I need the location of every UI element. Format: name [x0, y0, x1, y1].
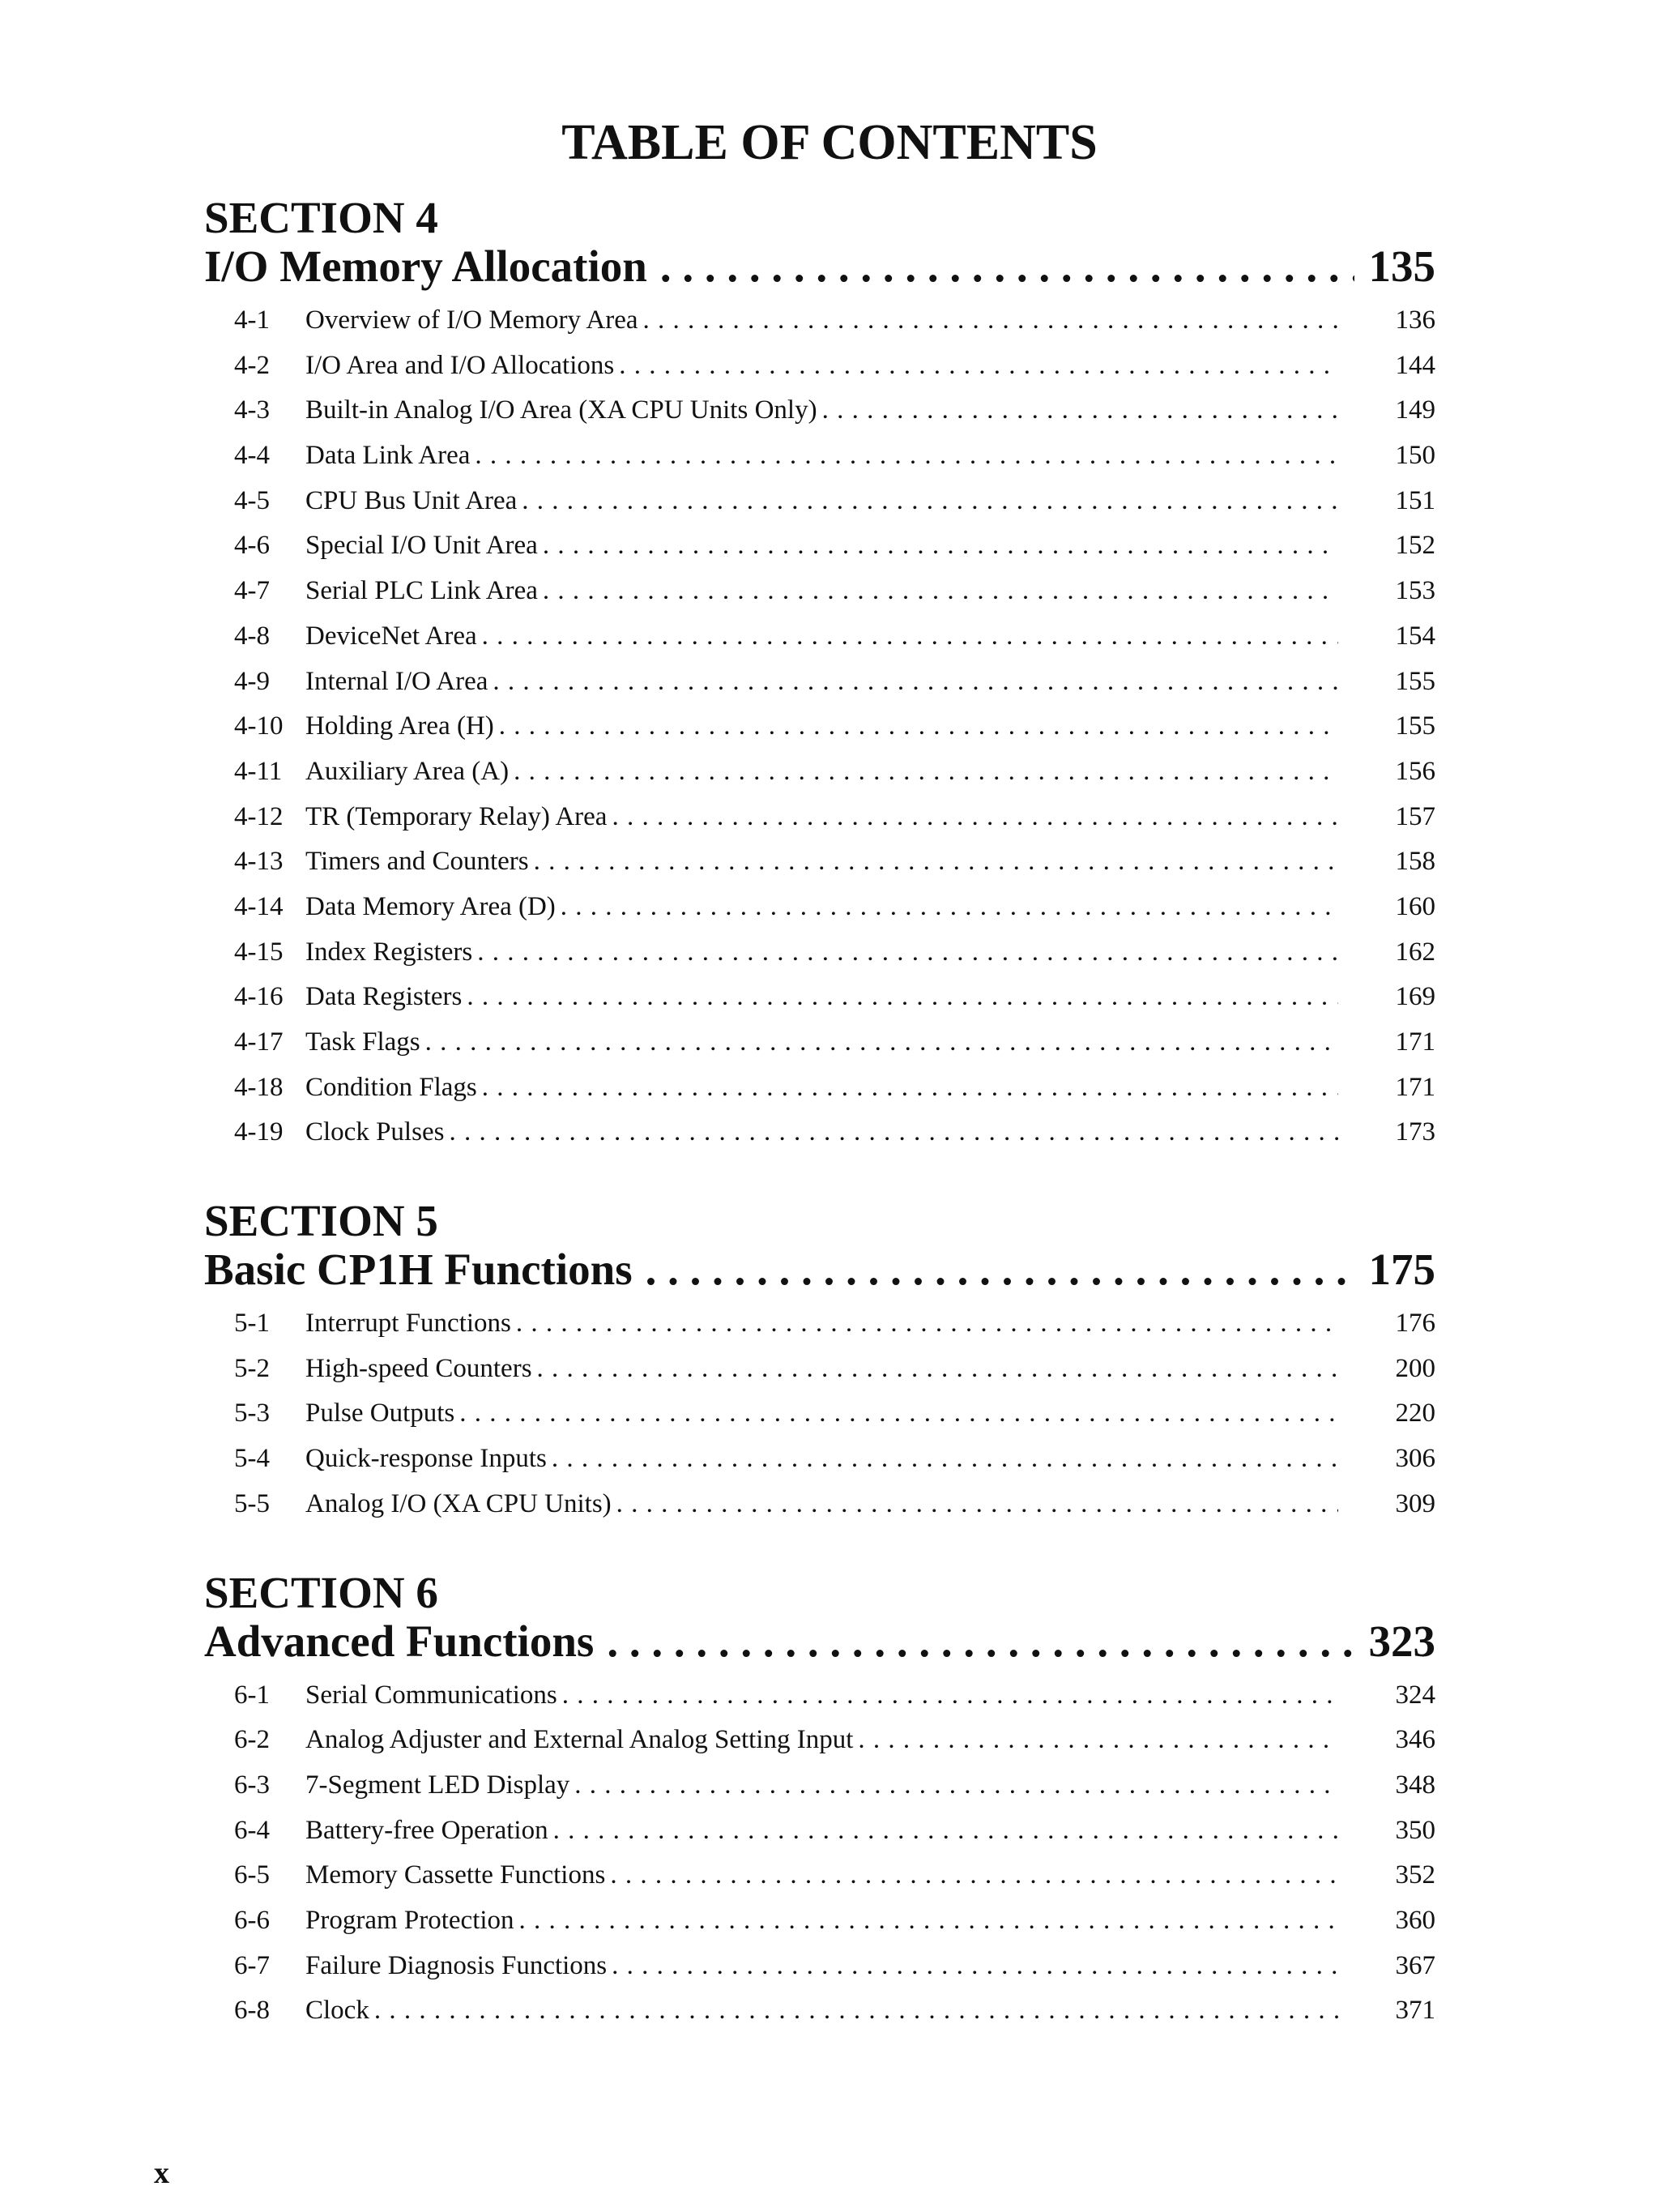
entry-number: 6-2: [234, 1725, 270, 1755]
entry-page: 150: [1395, 441, 1435, 471]
entry-number: 6-7: [234, 1950, 270, 1980]
entry-number: 6-1: [234, 1680, 270, 1710]
entry-page: 171: [1395, 1027, 1435, 1057]
dot-leader: [853, 1718, 1338, 1763]
toc-entry[interactable]: [204, 885, 1435, 930]
toc-entry[interactable]: [204, 523, 1435, 569]
entry-title: TR (Temporary Relay) Area: [305, 801, 608, 831]
section-6: [204, 1569, 1435, 2035]
entry-number: 4-2: [234, 350, 270, 380]
entry-page: 136: [1395, 305, 1435, 335]
entry-number: 5-2: [234, 1353, 270, 1383]
entry-number: 4-14: [234, 891, 284, 921]
entry-page: 144: [1395, 350, 1435, 380]
page-number: x: [154, 2156, 169, 2190]
section-5: [204, 1198, 1435, 1527]
section-title: Basic CP1H Functions: [204, 1245, 633, 1295]
entry-page: 352: [1395, 1860, 1435, 1890]
toc-entry[interactable]: [204, 704, 1435, 749]
dot-leader: [638, 298, 1338, 344]
dot-leader: [594, 1616, 1354, 1667]
entry-number: 5-1: [234, 1309, 270, 1339]
entry-title: Data Registers: [305, 982, 463, 1012]
entry-page: 176: [1395, 1309, 1435, 1339]
dot-leader: [538, 523, 1338, 569]
dot-leader: [548, 1808, 1338, 1854]
entry-page: 324: [1395, 1680, 1435, 1710]
dot-leader: [605, 1853, 1338, 1898]
dot-leader: [532, 1347, 1338, 1392]
entry-title: Data Link Area: [305, 441, 471, 471]
toc-entry[interactable]: [204, 1391, 1435, 1437]
toc-entry[interactable]: [204, 930, 1435, 976]
entry-page: 350: [1395, 1815, 1435, 1845]
toc-entry[interactable]: [204, 1898, 1435, 1944]
toc-entry[interactable]: [204, 614, 1435, 660]
toc-entry[interactable]: [204, 749, 1435, 795]
entry-page: 155: [1395, 711, 1435, 741]
entry-page: 152: [1395, 531, 1435, 561]
dot-leader: [647, 241, 1354, 292]
toc-entry[interactable]: [204, 1020, 1435, 1065]
dot-leader: [454, 1391, 1338, 1437]
dot-leader: [420, 1020, 1338, 1065]
entry-number: 4-19: [234, 1117, 284, 1147]
entry-page: 346: [1395, 1725, 1435, 1755]
toc-entry[interactable]: [204, 344, 1435, 389]
entry-page: 162: [1395, 937, 1435, 967]
entry-title: Quick-response Inputs: [305, 1444, 547, 1474]
dot-leader: [529, 839, 1338, 885]
dot-leader: [612, 1482, 1338, 1527]
dot-leader: [472, 930, 1338, 976]
entry-title: Holding Area (H): [305, 711, 494, 741]
toc-entry[interactable]: [204, 1110, 1435, 1155]
section-4: [204, 194, 1435, 1155]
entry-number: 5-5: [234, 1488, 270, 1518]
entry-title: Battery-free Operation: [305, 1815, 548, 1845]
section-page: 323: [1368, 1616, 1435, 1666]
dot-leader: [511, 1301, 1338, 1347]
entry-page: 309: [1395, 1488, 1435, 1518]
dot-leader: [477, 1065, 1338, 1111]
entry-page: 171: [1395, 1072, 1435, 1102]
toc-entry[interactable]: [204, 479, 1435, 524]
section-label: SECTION 5: [204, 1196, 438, 1246]
toc-entry[interactable]: [204, 569, 1435, 614]
toc-entry[interactable]: [204, 298, 1435, 344]
entry-title: Timers and Counters: [305, 847, 529, 877]
entry-number: 4-13: [234, 847, 284, 877]
entry-title: Internal I/O Area: [305, 666, 488, 696]
entry-page: 360: [1395, 1905, 1435, 1935]
toc-entry[interactable]: [204, 1673, 1435, 1719]
section-heading[interactable]: [204, 241, 1435, 292]
entry-title: 7-Segment LED Display: [305, 1770, 570, 1800]
entry-number: 4-6: [234, 531, 270, 561]
dot-leader: [494, 704, 1338, 749]
entry-page: 157: [1395, 801, 1435, 831]
dot-leader: [462, 975, 1338, 1020]
section-label: SECTION 6: [204, 1567, 438, 1617]
entry-title: Memory Cassette Functions: [305, 1860, 606, 1890]
entry-number: 6-8: [234, 1996, 270, 2026]
entry-number: 4-9: [234, 666, 270, 696]
entry-page: 200: [1395, 1353, 1435, 1383]
entry-number: 4-16: [234, 982, 284, 1012]
toc-entry[interactable]: [204, 975, 1435, 1020]
toc-entry[interactable]: [204, 1065, 1435, 1111]
section-title: I/O Memory Allocation: [204, 241, 647, 291]
entry-title: Program Protection: [305, 1905, 514, 1935]
toc-entry[interactable]: [204, 1347, 1435, 1392]
entry-title: Special I/O Unit Area: [305, 531, 538, 561]
entry-number: 5-3: [234, 1399, 270, 1428]
entry-page: 348: [1395, 1770, 1435, 1800]
toc-entry[interactable]: [204, 1988, 1435, 2034]
dot-leader: [369, 1988, 1338, 2034]
dot-leader: [557, 1673, 1338, 1719]
dot-leader: [509, 749, 1338, 795]
dot-leader: [517, 479, 1338, 524]
dot-leader: [607, 795, 1338, 840]
section-title: Advanced Functions: [204, 1616, 595, 1666]
dot-leader: [569, 1763, 1338, 1808]
entry-title: Failure Diagnosis Functions: [305, 1950, 608, 1980]
entry-page: 154: [1395, 621, 1435, 651]
entry-page: 151: [1395, 485, 1435, 515]
entry-number: 4-15: [234, 937, 284, 967]
entry-title: Data Memory Area (D): [305, 891, 556, 921]
entry-page: 149: [1395, 395, 1435, 425]
entry-number: 4-17: [234, 1027, 284, 1057]
entry-page: 367: [1395, 1950, 1435, 1980]
dot-leader: [817, 388, 1338, 433]
entry-title: Condition Flags: [305, 1072, 477, 1102]
entry-title: Interrupt Functions: [305, 1309, 511, 1339]
toc-entry[interactable]: [204, 1301, 1435, 1347]
page-title: TABLE OF CONTENTS: [561, 115, 1098, 170]
dot-leader: [633, 1245, 1354, 1295]
entry-number: 5-4: [234, 1444, 270, 1474]
entry-title: Task Flags: [305, 1027, 420, 1057]
entry-title: Overview of I/O Memory Area: [305, 305, 638, 335]
toc-entry[interactable]: [204, 1853, 1435, 1898]
table-of-contents: [204, 194, 1435, 2076]
dot-leader: [538, 569, 1338, 614]
entry-title: Serial Communications: [305, 1680, 557, 1710]
toc-entry[interactable]: [204, 1763, 1435, 1808]
entry-number: 6-5: [234, 1860, 270, 1890]
entry-page: 371: [1395, 1996, 1435, 2026]
section-page: 135: [1368, 241, 1435, 291]
toc-entry[interactable]: [204, 1808, 1435, 1854]
entry-number: 6-6: [234, 1905, 270, 1935]
entry-page: 153: [1395, 576, 1435, 606]
toc-entry[interactable]: [204, 795, 1435, 840]
entry-title: Pulse Outputs: [305, 1399, 455, 1428]
entry-number: 4-11: [234, 756, 283, 786]
entry-number: 6-4: [234, 1815, 270, 1845]
toc-entry[interactable]: [204, 388, 1435, 433]
entry-number: 4-12: [234, 801, 284, 831]
toc-entry[interactable]: [204, 839, 1435, 885]
toc-entry[interactable]: [204, 1437, 1435, 1482]
entry-title: Clock Pulses: [305, 1117, 445, 1147]
toc-entry[interactable]: [204, 1482, 1435, 1527]
section-label: SECTION 4: [204, 193, 438, 242]
entry-title: CPU Bus Unit Area: [305, 485, 518, 515]
entry-page: 306: [1395, 1444, 1435, 1474]
section-heading[interactable]: [204, 1245, 1435, 1295]
entry-title: Serial PLC Link Area: [305, 576, 538, 606]
entry-number: 4-5: [234, 485, 270, 515]
toc-entry[interactable]: [204, 1944, 1435, 1989]
dot-leader: [514, 1898, 1338, 1944]
entry-number: 4-3: [234, 395, 270, 425]
entry-number: 4-10: [234, 711, 284, 741]
entry-number: 4-18: [234, 1072, 284, 1102]
entry-title: Index Registers: [305, 937, 473, 967]
entry-title: DeviceNet Area: [305, 621, 477, 651]
dot-leader: [547, 1437, 1338, 1482]
dot-leader: [614, 344, 1338, 389]
entry-title: Analog Adjuster and External Analog Setting Input: [305, 1725, 854, 1755]
entry-title: Analog I/O (XA CPU Units): [305, 1488, 612, 1518]
entry-number: 4-8: [234, 621, 270, 651]
dot-leader: [470, 433, 1338, 479]
dot-leader: [607, 1944, 1338, 1989]
dot-leader: [556, 885, 1338, 930]
entry-title: I/O Area and I/O Allocations: [305, 350, 615, 380]
entry-title: Clock: [305, 1996, 369, 2026]
dot-leader: [444, 1110, 1338, 1155]
entry-number: 4-4: [234, 441, 270, 471]
entry-page: 158: [1395, 847, 1435, 877]
entry-page: 156: [1395, 756, 1435, 786]
entry-number: 6-3: [234, 1770, 270, 1800]
entry-title: High-speed Counters: [305, 1353, 532, 1383]
entry-page: 173: [1395, 1117, 1435, 1147]
entry-title: Auxiliary Area (A): [305, 756, 510, 786]
section-heading[interactable]: [204, 1616, 1435, 1667]
dot-leader: [477, 614, 1338, 660]
entry-title: Built-in Analog I/O Area (XA CPU Units Only): [305, 395, 817, 425]
entry-number: 4-1: [234, 305, 270, 335]
entry-number: 4-7: [234, 576, 270, 606]
toc-entry[interactable]: [204, 660, 1435, 705]
entry-page: 160: [1395, 891, 1435, 921]
toc-entry[interactable]: [204, 1718, 1435, 1763]
entry-page: 220: [1395, 1399, 1435, 1428]
entry-page: 155: [1395, 666, 1435, 696]
dot-leader: [488, 660, 1338, 705]
entry-page: 169: [1395, 982, 1435, 1012]
section-page: 175: [1368, 1245, 1435, 1295]
toc-entry[interactable]: [204, 433, 1435, 479]
